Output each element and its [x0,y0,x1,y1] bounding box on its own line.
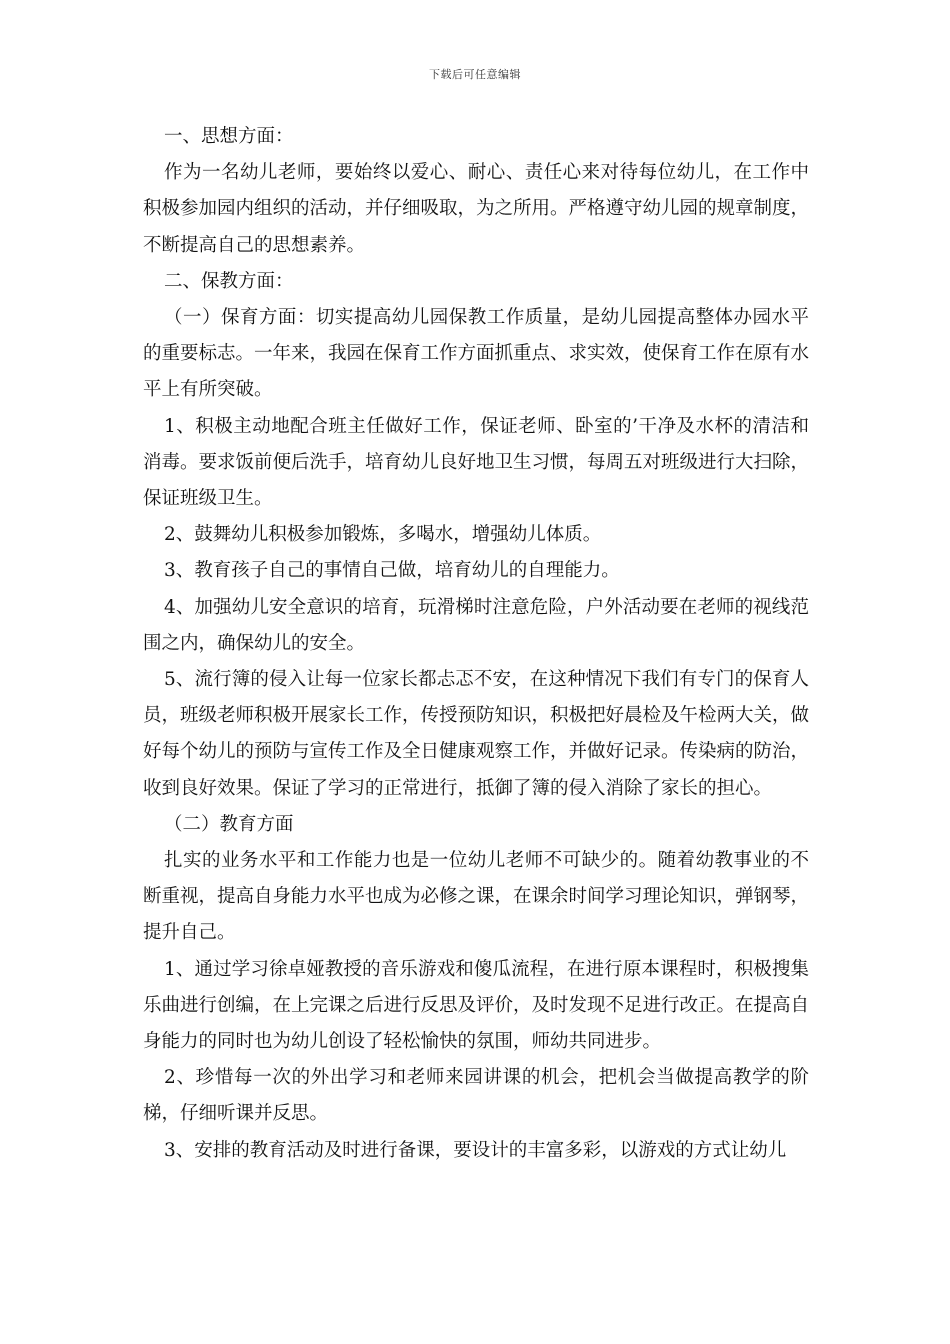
list-item-education-3: 3、安排的教育活动及时进行备课，要设计的丰富多彩，以游戏的方式让幼儿 [164,1139,787,1161]
list-item-education-1: 1、通过学习徐卓娅教授的音乐游戏和傻瓜流程，在进行原本课程时，积极搜集乐曲进行创编，在上完课之后进行反思及评价，及时发现不足进行改正。在提高自身能力的同时也为幼儿创设了轻松愉快的氛围，师幼共同进步。 [143,958,810,1053]
paragraph-education-intro: 扎实的业务水平和工作能力也是一位幼儿老师不可缺少的。随着幼教事业的不断重视，提高自身能力水平也成为必修之课，在课余时间学习理论知识，弹钢琴，提升自己。 [143,850,810,944]
paragraph-thought: 作为一名幼儿老师，要始终以爱心、耐心、责任心来对待每位幼儿，在工作中积极参加园内组织的活动，并仔细吸取，为之所用。严格遵守幼儿园的规章制度，不断提高自己的思想素养。 [143,162,810,256]
subsection-education: （二）教育方面 [164,813,294,835]
document-body [143,119,809,1169]
subsection-care: （一）保育方面：切实提高幼儿园保教工作质量，是幼儿园提高整体办园水平的重要标志。一年来，我园在保育工作方面抓重点、求实效，使保育工作在原有水平上有所突破。 [143,307,810,401]
list-item-care-4: 4、加强幼儿安全意识的培育，玩滑梯时注意危险，户外活动要在老师的视线范围之内，确保幼儿的安全。 [143,596,809,654]
page-header: 下载后可任意编辑 [429,68,521,81]
list-item-care-1: 1、积极主动地配合班主任做好工作，保证老师、卧室的’干净及水杯的清洁和消毒。要求饭前便后洗手，培育幼儿良好地卫生习惯，每周五对班级进行大扫除，保证班级卫生。 [143,415,810,510]
list-item-care-2: 2、鼓舞幼儿积极参加锻炼，多喝水，增强幼儿体质。 [164,524,602,546]
section-heading-thought: 一、思想方面： [164,126,294,147]
list-item-care-5: 5、流行簿的侵入让每一位家长都忐忑不安，在这种情况下我们有专门的保育人员，班级老师积极开展家长工作，传授预防知识，积极把好晨检及午检两大关，做好每个幼儿的预防与宣传工作及全日健康观察工作，并做好记录。传染病的防治，收到良好效果。保证了学习的正常进行，抵御了簿的侵入消除了家长的担心。 [143,669,810,799]
section-heading-care-education: 二、保教方面： [164,270,294,292]
list-item-education-2: 2、珍惜每一次的外出学习和老师来园讲课的机会，把机会当做提高教学的阶梯，仔细听课并反思。 [143,1067,809,1125]
list-item-care-3: 3、教育孩子自己的事情自己做，培育幼儿的自理能力。 [164,560,620,582]
